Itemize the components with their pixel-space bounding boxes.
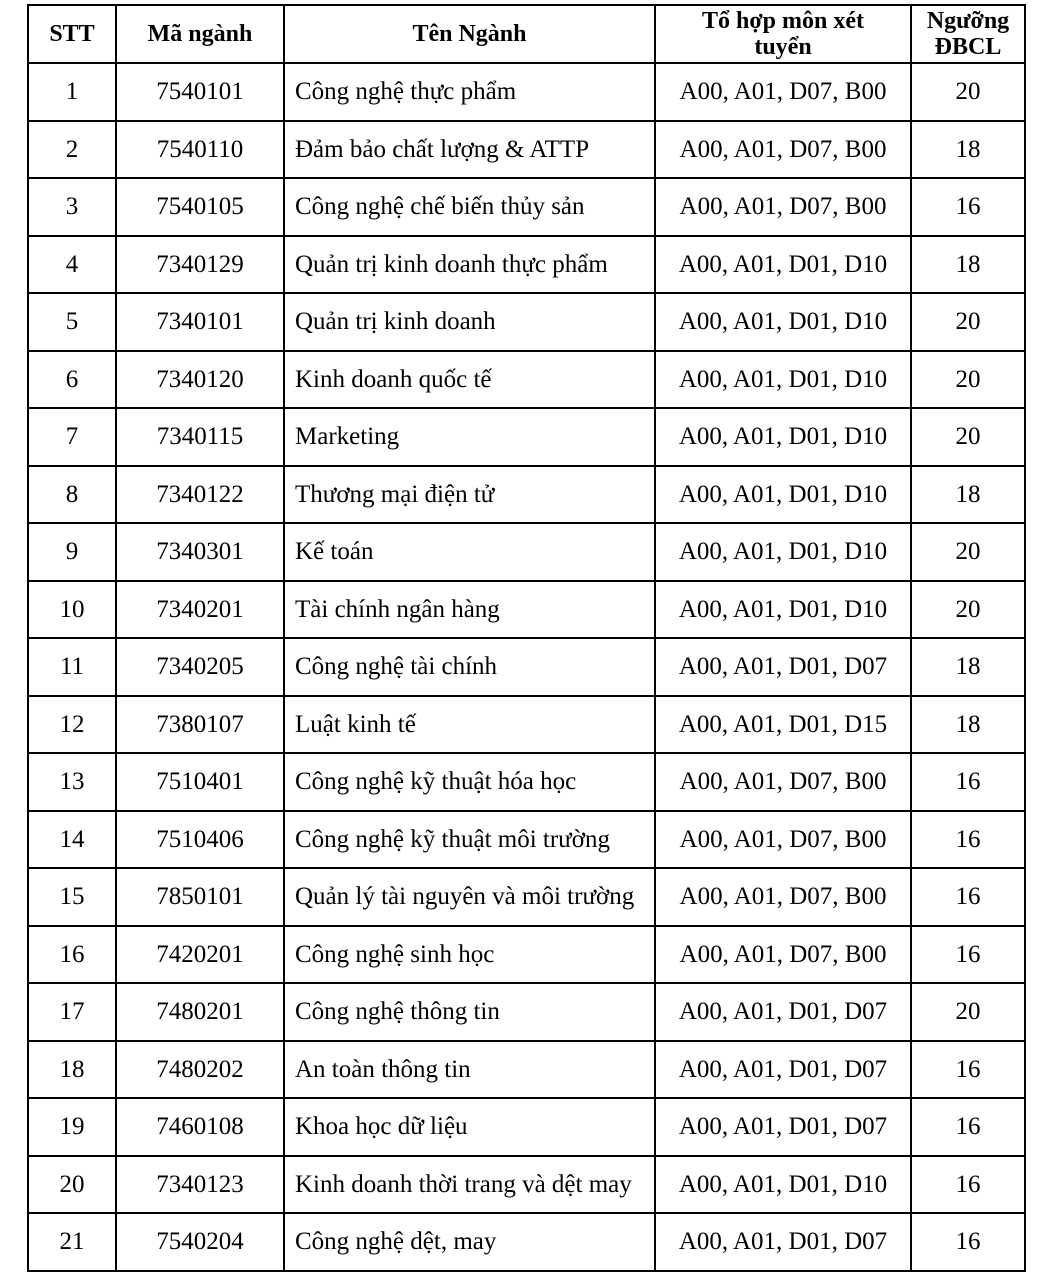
table-row [28,408,1025,466]
cell-combo: A00, A01, D07, B00 [655,811,911,869]
cell-combo: A00, A01, D01, D10 [655,523,911,581]
cell-stt: 1 [28,63,116,121]
table-row [28,926,1025,984]
cell-threshold: 20 [911,523,1025,581]
cell-threshold: 16 [911,811,1025,869]
cell-name: Công nghệ dệt, may [284,1213,655,1271]
header-combo-line1: Tổ hợp môn xét [702,7,864,34]
cell-threshold: 16 [911,1098,1025,1156]
cell-name: Công nghệ sinh học [284,926,655,984]
cell-combo: A00, A01, D01, D10 [655,236,911,294]
table-row [28,1213,1025,1271]
cell-combo: A00, A01, D01, D10 [655,1156,911,1214]
table-body [28,63,1025,1271]
cell-threshold: 16 [911,1156,1025,1214]
table-row [28,696,1025,754]
cell-stt: 2 [28,121,116,179]
cell-name: Marketing [284,408,655,466]
cell-stt: 4 [28,236,116,294]
cell-combo: A00, A01, D01, D10 [655,408,911,466]
cell-name: Đảm bảo chất lượng & ATTP [284,121,655,179]
cell-threshold: 16 [911,753,1025,811]
cell-combo: A00, A01, D01, D07 [655,1041,911,1099]
table-row [28,236,1025,294]
cell-code: 7460108 [116,1098,284,1156]
cell-name: Kế toán [284,523,655,581]
table-row [28,63,1025,121]
cell-combo: A00, A01, D07, B00 [655,178,911,236]
cell-name: Kinh doanh thời trang và dệt may [284,1156,655,1214]
cell-code: 7420201 [116,926,284,984]
cell-stt: 12 [28,696,116,754]
cell-name: Quản lý tài nguyên và môi trường [284,868,655,926]
cell-combo: A00, A01, D01, D10 [655,466,911,524]
cell-combo: A00, A01, D07, B00 [655,63,911,121]
cell-stt: 10 [28,581,116,639]
header-threshold [911,5,1025,63]
table-row [28,581,1025,639]
cell-threshold: 20 [911,293,1025,351]
cell-stt: 17 [28,983,116,1041]
cell-stt: 18 [28,1041,116,1099]
cell-threshold: 16 [911,926,1025,984]
cell-stt: 6 [28,351,116,409]
cell-code: 7540101 [116,63,284,121]
cell-stt: 9 [28,523,116,581]
cell-name: Công nghệ thông tin [284,983,655,1041]
cell-name: Công nghệ chế biến thủy sản [284,178,655,236]
cell-name: Khoa học dữ liệu [284,1098,655,1156]
cell-code: 7340115 [116,408,284,466]
cell-name: Quản trị kinh doanh [284,293,655,351]
cell-stt: 7 [28,408,116,466]
admissions-table [27,4,1026,1272]
cell-name: Kinh doanh quốc tế [284,351,655,409]
cell-stt: 16 [28,926,116,984]
cell-combo: A00, A01, D01, D10 [655,351,911,409]
cell-code: 7340122 [116,466,284,524]
header-name: Tên Ngành [284,5,655,63]
cell-threshold: 18 [911,466,1025,524]
cell-stt: 15 [28,868,116,926]
cell-name: Công nghệ thực phẩm [284,63,655,121]
cell-combo: A00, A01, D01, D07 [655,1213,911,1271]
cell-stt: 20 [28,1156,116,1214]
header-combo-line2: tuyển [754,34,812,60]
cell-name: Công nghệ kỹ thuật môi trường [284,811,655,869]
header-code: Mã ngành [116,5,284,63]
cell-combo: A00, A01, D01, D07 [655,638,911,696]
table-row [28,1098,1025,1156]
cell-threshold: 20 [911,351,1025,409]
cell-threshold: 18 [911,121,1025,179]
cell-combo: A00, A01, D01, D07 [655,983,911,1041]
cell-stt: 19 [28,1098,116,1156]
cell-code: 7510401 [116,753,284,811]
header-threshold-line2: ĐBCL [934,34,1002,60]
cell-stt: 3 [28,178,116,236]
cell-code: 7510406 [116,811,284,869]
table-row [28,753,1025,811]
cell-code: 7540105 [116,178,284,236]
header-row [28,5,1025,63]
cell-combo: A00, A01, D01, D10 [655,581,911,639]
cell-combo: A00, A01, D01, D07 [655,1098,911,1156]
table-row [28,351,1025,409]
cell-threshold: 16 [911,178,1025,236]
cell-name: Luật kinh tế [284,696,655,754]
cell-combo: A00, A01, D01, D15 [655,696,911,754]
table-row [28,983,1025,1041]
cell-threshold: 16 [911,1213,1025,1271]
cell-threshold: 18 [911,696,1025,754]
cell-name: Quản trị kinh doanh thực phẩm [284,236,655,294]
cell-stt: 14 [28,811,116,869]
cell-threshold: 18 [911,638,1025,696]
table-row [28,868,1025,926]
cell-name: An toàn thông tin [284,1041,655,1099]
table-row [28,523,1025,581]
table-row [28,1041,1025,1099]
cell-code: 7480202 [116,1041,284,1099]
cell-combo: A00, A01, D01, D10 [655,293,911,351]
cell-name: Công nghệ tài chính [284,638,655,696]
table-row [28,121,1025,179]
table-row [28,638,1025,696]
cell-stt: 13 [28,753,116,811]
table-header [28,5,1025,63]
cell-threshold: 16 [911,1041,1025,1099]
header-stt: STT [28,5,116,63]
cell-combo: A00, A01, D07, B00 [655,753,911,811]
cell-code: 7850101 [116,868,284,926]
cell-code: 7340205 [116,638,284,696]
cell-name: Thương mại điện tử [284,466,655,524]
cell-code: 7380107 [116,696,284,754]
cell-threshold: 20 [911,983,1025,1041]
cell-threshold: 20 [911,581,1025,639]
cell-combo: A00, A01, D07, B00 [655,121,911,179]
table-row [28,811,1025,869]
cell-code: 7340301 [116,523,284,581]
cell-name: Tài chính ngân hàng [284,581,655,639]
table-row [28,1156,1025,1214]
cell-name: Công nghệ kỹ thuật hóa học [284,753,655,811]
cell-threshold: 16 [911,868,1025,926]
header-combo [655,5,911,63]
cell-code: 7540204 [116,1213,284,1271]
table-row [28,178,1025,236]
cell-threshold: 20 [911,63,1025,121]
cell-code: 7540110 [116,121,284,179]
cell-code: 7480201 [116,983,284,1041]
cell-code: 7340123 [116,1156,284,1214]
header-threshold-line1: Ngưỡng [926,7,1010,34]
cell-threshold: 18 [911,236,1025,294]
cell-code: 7340101 [116,293,284,351]
cell-code: 7340201 [116,581,284,639]
table-row [28,466,1025,524]
cell-code: 7340129 [116,236,284,294]
cell-stt: 8 [28,466,116,524]
table-row [28,293,1025,351]
cell-code: 7340120 [116,351,284,409]
cell-stt: 11 [28,638,116,696]
cell-combo: A00, A01, D07, B00 [655,868,911,926]
cell-stt: 5 [28,293,116,351]
cell-stt: 21 [28,1213,116,1271]
cell-threshold: 20 [911,408,1025,466]
cell-combo: A00, A01, D07, B00 [655,926,911,984]
